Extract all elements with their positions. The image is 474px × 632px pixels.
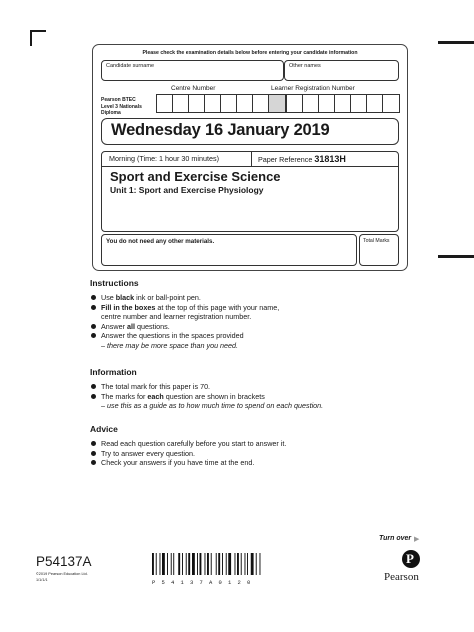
list-item: Use black ink or ball-point pen.: [90, 293, 420, 303]
bullet-icon: [91, 324, 96, 329]
learner-registration-cell[interactable]: [367, 95, 383, 112]
margin-tick-top: [438, 41, 474, 44]
list-item: The marks for each question are shown in brackets – use this as a guide as to how much time to spend on each question.: [90, 392, 420, 411]
candidate-info-frame: [92, 44, 408, 271]
learner-registration-cell[interactable]: [383, 95, 399, 112]
information-heading: Information: [90, 367, 137, 377]
centre-number-label: Centre Number: [171, 85, 216, 92]
learner-registration-cell[interactable]: [287, 95, 303, 112]
total-marks-box: [359, 234, 399, 266]
pearson-logo-icon: P: [402, 550, 420, 568]
bullet-icon: [91, 441, 96, 446]
bullet-icon: [91, 451, 96, 456]
centre-number-cell[interactable]: [173, 95, 189, 112]
other-names-box[interactable]: [284, 60, 399, 81]
bullet-icon: [91, 305, 96, 310]
learner-registration-label: Learner Registration Number: [271, 85, 355, 92]
exam-date-box: [101, 118, 399, 145]
margin-tick-bottom: [438, 255, 474, 258]
learner-registration-cell[interactable]: [319, 95, 335, 112]
turn-over-label: Turn over: [379, 535, 412, 542]
centre-number-cell[interactable]: [157, 95, 173, 112]
learner-registration-cell[interactable]: [351, 95, 367, 112]
list-item: Fill in the boxes at the top of this page with your name, centre number and learner registration number.: [90, 303, 420, 322]
instructions-list: [90, 293, 420, 350]
centre-number-cell[interactable]: [237, 95, 253, 112]
advice-list: [90, 439, 420, 468]
information-list: [90, 382, 420, 411]
paper-reference: [258, 154, 346, 164]
centre-number-cell-shaded: [269, 95, 285, 112]
list-item: Answer the questions in the spaces provided – there may be more space than you need.: [90, 331, 420, 350]
copyright-note: ©2019 Pearson Education Ltd.: [36, 572, 88, 576]
turn-over-arrow-icon: ▶: [414, 536, 420, 543]
exam-date: Wednesday 16 January 2019: [111, 121, 330, 139]
exam-session: Morning (Time: 1 hour 30 minutes): [109, 154, 219, 163]
learner-registration-cell[interactable]: [335, 95, 351, 112]
instructions-heading: Instructions: [90, 278, 139, 288]
list-item: The total mark for this paper is 70.: [90, 382, 420, 392]
other-names-label: Other names: [289, 63, 321, 69]
details-divider: [102, 166, 398, 167]
centre-number-cells[interactable]: [156, 94, 286, 113]
candidate-surname-box[interactable]: [101, 60, 284, 81]
centre-number-cell[interactable]: [205, 95, 221, 112]
exam-details-box: [101, 151, 399, 232]
centre-number-cell[interactable]: [221, 95, 237, 112]
barcode-number: P54137A0120: [152, 579, 257, 586]
paper-reference-code: 31813H: [314, 154, 346, 164]
subject-title: Sport and Exercise Science: [110, 169, 281, 184]
corner-mark-horizontal: [30, 30, 46, 32]
total-marks-label: Total Marks: [363, 238, 390, 244]
paper-code: P54137A: [36, 554, 92, 569]
learner-registration-cells[interactable]: [286, 94, 400, 113]
materials-box: [101, 234, 357, 266]
materials-note: You do not need any other materials.: [106, 238, 215, 245]
session-divider: [251, 152, 252, 166]
bullet-icon: [91, 295, 96, 300]
paper-reference-label: Paper Reference: [258, 155, 313, 164]
bullet-icon: [91, 394, 96, 399]
learner-registration-cell[interactable]: [303, 95, 319, 112]
print-code: 1/1/1/1: [36, 578, 48, 582]
check-details-notice: Please check the examination details below before entering your candidate information: [142, 50, 358, 56]
list-item: Answer all questions.: [90, 322, 420, 332]
corner-mark-vertical: [30, 30, 32, 46]
bullet-icon: [91, 333, 96, 338]
qualification-label: Pearson BTEC Level 3 Nationals Diploma: [101, 97, 142, 116]
centre-number-cell[interactable]: [253, 95, 269, 112]
list-item: Read each question carefully before you start to answer it.: [90, 439, 420, 449]
bullet-icon: [91, 384, 96, 389]
centre-number-cell[interactable]: [189, 95, 205, 112]
list-item: Check your answers if you have time at the end.: [90, 458, 420, 468]
advice-heading: Advice: [90, 424, 118, 434]
barcode: [152, 553, 300, 581]
unit-title: Unit 1: Sport and Exercise Physiology: [110, 185, 264, 195]
list-item: Try to answer every question.: [90, 449, 420, 459]
candidate-surname-label: Candidate surname: [106, 63, 155, 69]
pearson-wordmark: Pearson: [384, 571, 419, 583]
bullet-icon: [91, 460, 96, 465]
